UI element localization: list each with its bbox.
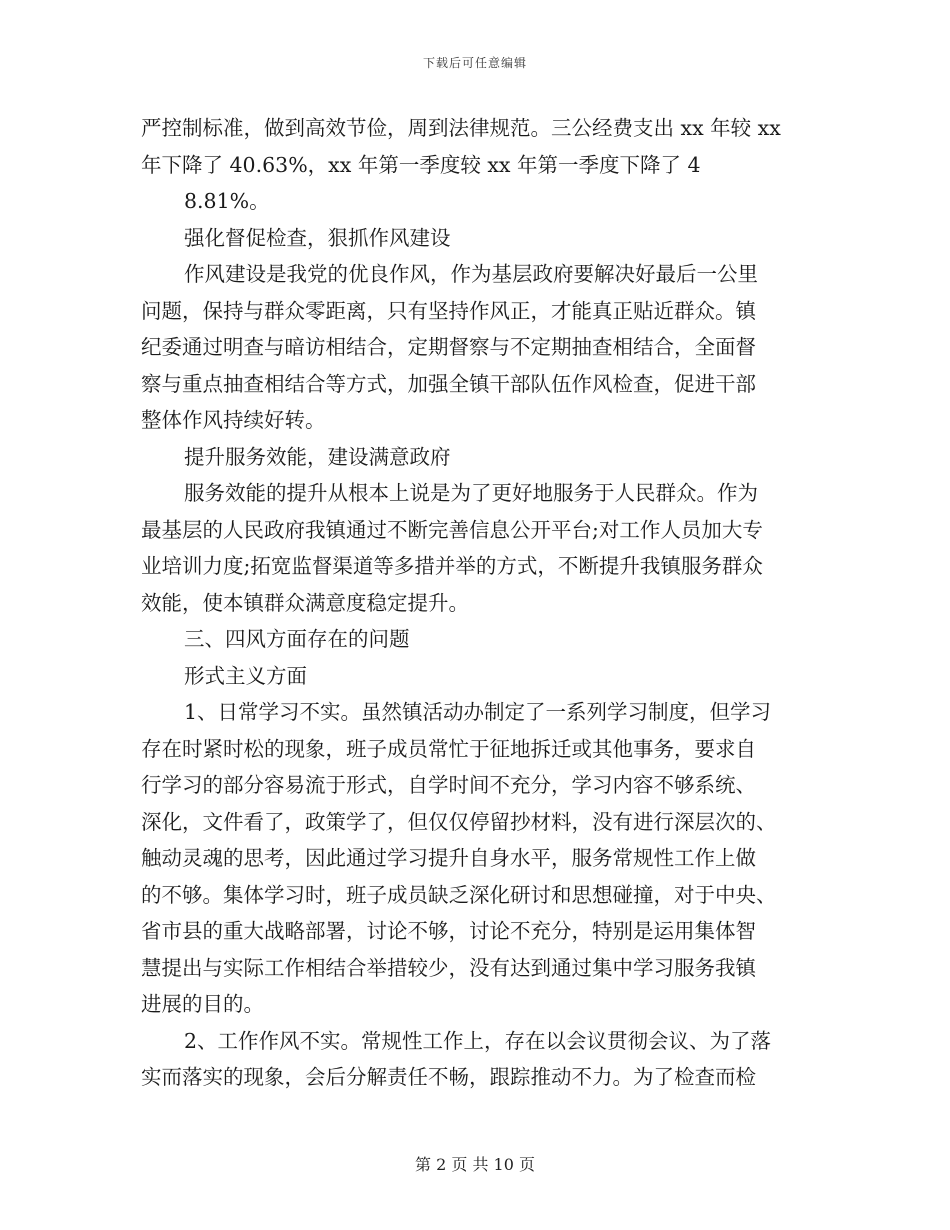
- text-line: 2、工作作风不实。常规性工作上，存在以会议贯彻会议、为了落: [184, 1028, 772, 1053]
- text-line: 纪委通过明查与暗访相结合，定期督察与不定期抽查相结合，全面督: [141, 335, 756, 359]
- text-line: 年下降了 40.63%，xx 年第一季度较 xx 年第一季度下降了 4: [141, 152, 701, 177]
- text-line: 三、四风方面存在的问题: [184, 627, 410, 651]
- text-line: 8.81%。: [184, 189, 270, 213]
- text-line: 触动灵魂的思考，因此通过学习提升自身水平，服务常规性工作上做: [141, 846, 756, 870]
- text-line: 作风建设是我党的优良作风，作为基层政府要解决好最后一公里: [184, 262, 758, 286]
- text-line: 业培训力度;拓宽监督渠道等多措并举的方式，不断提升我镇服务群众: [141, 554, 763, 578]
- text-line: 进展的目的。: [141, 992, 264, 1016]
- text-line: 问题，保持与群众零距离，只有坚持作风正，才能真正贴近群众。镇: [141, 298, 756, 323]
- page-header: 下载后可任意编辑: [422, 56, 527, 70]
- text-line: 1、日常学习不实。虽然镇活动办制定了一系列学习制度，但学习: [184, 700, 772, 724]
- text-line: 省市县的重大战略部署，讨论不够，讨论不充分，特别是运用集体智: [141, 919, 756, 943]
- text-line: 深化，文件看了，政策学了，但仅仅停留抄材料，没有进行深层次的、: [141, 809, 777, 834]
- text-line: 严控制标准，做到高效节俭，周到法律规范。三公经费支出 xx 年较 xx: [141, 116, 781, 140]
- text-line: 效能，使本镇群众满意度稳定提升。: [141, 590, 469, 615]
- text-line: 强化督促检查，狠抓作风建设: [184, 225, 451, 250]
- text-line: 服务效能的提升从根本上说是为了更好地服务于人民群众。作为: [184, 481, 758, 505]
- text-line: 提升服务效能，建设满意政府: [184, 444, 451, 469]
- page-footer: 第 2 页 共 10 页: [415, 1155, 535, 1174]
- text-line: 察与重点抽查相结合等方式，加强全镇干部队伍作风检查，促进干部: [141, 371, 756, 396]
- document-body: [141, 110, 813, 1096]
- text-line: 形式主义方面: [184, 663, 307, 688]
- text-line: 行学习的部分容易流于形式，自学时间不充分，学习内容不够系统、: [141, 773, 756, 797]
- text-line: 实而落实的现象，会后分解责任不畅，跟踪推动不力。为了检查而检: [141, 1065, 756, 1089]
- text-line: 整体作风持续好转。: [141, 408, 326, 432]
- text-line: 存在时紧时松的现象，班子成员常忙于征地拆迁或其他事务，要求自: [141, 736, 756, 761]
- text-line: 的不够。集体学习时，班子成员缺乏深化研讨和思想碰撞，对于中央、: [141, 882, 777, 907]
- text-line: 慧提出与实际工作相结合举措较少，没有达到通过集中学习服务我镇: [141, 955, 756, 980]
- text-line: 最基层的人民政府我镇通过不断完善信息公开平台;对工作人员加大专: [141, 517, 763, 542]
